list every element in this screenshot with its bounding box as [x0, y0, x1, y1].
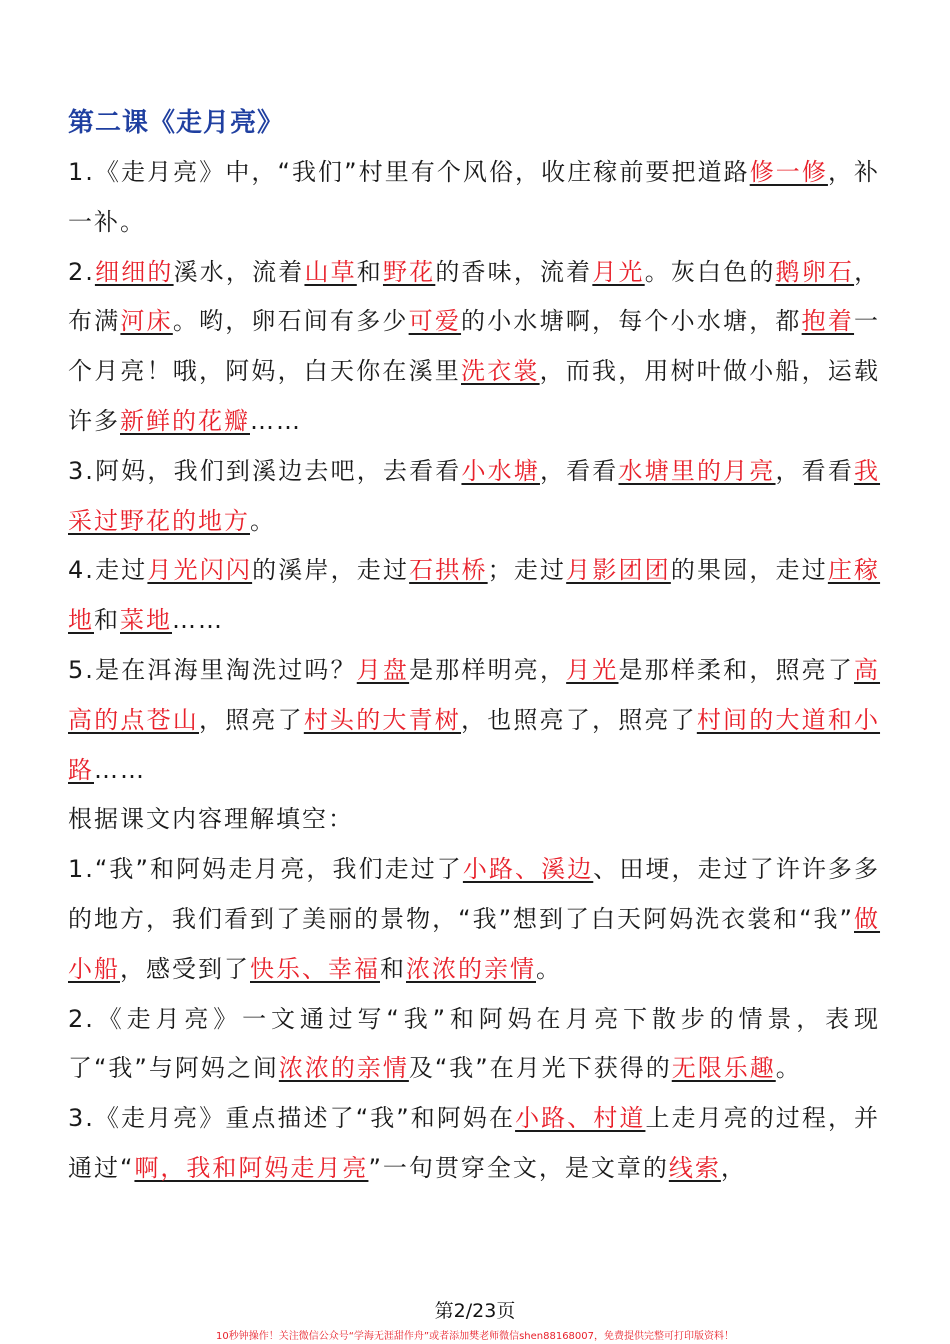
paragraph: [68, 148, 880, 248]
text-segment: 1.“我”和阿妈走月亮，我们走过了: [68, 855, 463, 884]
text-segment: 。: [250, 506, 276, 535]
text-segment: ……: [94, 755, 146, 784]
text-segment: 根据课文内容理解填空：: [68, 805, 354, 834]
footer-note: 10秒钟操作！关注微信公众号“学海无涯甜作舟”或者添加樊老师微信shen88168007，免费提供完整可打印版资料！: [215, 1331, 735, 1342]
answer-blank: 做小船: [68, 904, 881, 983]
answer-blank: 水塘里的月亮: [618, 456, 776, 485]
answer-blank: 石拱桥: [409, 556, 488, 585]
paragraph: [68, 1094, 880, 1194]
text-segment: ，布满: [68, 257, 881, 336]
answer-blank: 月盘: [356, 655, 410, 684]
text-segment: 上走月亮的过程，并通过“: [68, 1104, 881, 1182]
text-segment: 一个月亮！哦，阿妈，白天你在溪里: [68, 307, 881, 386]
text-segment: 和: [94, 606, 120, 635]
text-segment: 3.阿妈，我们到溪边去吧，去看看: [68, 456, 462, 485]
text-segment: 是那样柔和，照亮了: [618, 655, 855, 684]
answer-blank: 浓浓的亲情: [278, 1054, 409, 1083]
text-segment: 。: [775, 1054, 802, 1083]
text-segment: 的小水塘啊，每个小水塘，都: [461, 307, 802, 336]
text-segment: ，感受到了: [120, 954, 250, 983]
answer-blank: 鹅卵石: [775, 257, 855, 286]
text-segment: ……: [172, 606, 224, 635]
text-segment: 。灰白色的: [644, 257, 776, 286]
answer-blank: 小路、溪边: [462, 855, 594, 884]
answer-blank: 山草: [304, 257, 357, 286]
paragraph: [68, 995, 880, 1095]
text-segment: ，: [720, 1153, 747, 1182]
paragraph: [68, 646, 880, 795]
answer-blank: 村头的大青树: [303, 705, 462, 734]
answer-blank: 洗衣裳: [461, 357, 540, 386]
paragraph: [68, 248, 880, 447]
paragraph: [68, 795, 880, 845]
answer-blank: 细细的: [94, 257, 174, 286]
text-segment: 。哟，卵石间有多少: [172, 307, 409, 336]
lesson-title: 第二课《走月亮》: [68, 108, 285, 138]
text-segment: 和: [380, 954, 406, 983]
text-segment: 4.走过: [68, 556, 148, 585]
text-segment: 3.《走月亮》重点描述了“我”和阿妈在: [68, 1104, 516, 1133]
text-segment: ，看看: [539, 456, 619, 485]
text-segment: ……: [250, 406, 302, 435]
text-segment: 溪水，流着: [173, 257, 305, 286]
answer-blank: 抱着: [801, 307, 855, 336]
paragraph-list: [68, 148, 880, 1194]
answer-blank: 快乐、幸福: [250, 954, 380, 983]
answer-blank: 无限乐趣: [671, 1054, 776, 1083]
answer-blank: 啊，我和阿妈走月亮: [134, 1153, 369, 1182]
paragraph: [68, 845, 880, 994]
answer-blank: 我采过野花的地方: [68, 456, 881, 535]
text-segment: 是那样明亮，: [409, 655, 567, 684]
text-segment: 的溪岸，走过: [252, 556, 410, 585]
text-segment: 1.《走月亮》中，“我们”村里有个风俗，收庄稼前要把道路: [68, 158, 750, 186]
answer-blank: 修一修: [749, 158, 828, 186]
answer-blank: 月影团团: [566, 556, 671, 585]
answer-blank: 月光: [566, 655, 619, 684]
answer-blank: 线索: [668, 1153, 721, 1182]
paragraph: [68, 546, 880, 646]
answer-blank: 河床: [120, 307, 173, 336]
text-segment: 、田埂，走过了许许多多的地方，我们看到了美丽的景物，“我”想到了白天阿妈洗衣裳和“我”: [68, 855, 881, 933]
answer-blank: 小水塘: [461, 456, 540, 485]
answer-blank: 高高的点苍山: [68, 655, 881, 734]
text-segment: 2.: [68, 257, 95, 286]
text-segment: ，而我，用树叶做小船，运载许多: [68, 357, 881, 435]
paragraph: [68, 447, 880, 547]
text-segment: ，也照亮了，照亮了: [461, 705, 697, 734]
text-segment: 。: [536, 954, 562, 983]
answer-blank: 月光: [592, 257, 645, 286]
answer-blank: 庄稼地: [68, 556, 881, 635]
text-segment: 和: [356, 257, 383, 286]
answer-blank: 新鲜的花瓣: [120, 406, 250, 435]
answer-blank: 月光闪闪: [147, 556, 253, 585]
text-segment: ”一句贯穿全文，是文章的: [368, 1153, 669, 1182]
text-segment: ，照亮了: [199, 705, 304, 734]
answer-blank: 菜地: [120, 606, 172, 635]
page-number: 第2/23页: [434, 1300, 516, 1322]
answer-blank: 浓浓的亲情: [406, 954, 536, 983]
text-segment: 2.《走月亮》一文通过写“我”和阿妈在月亮下散步的情景，表现了“我”与阿妈之间: [68, 1004, 880, 1083]
answer-blank: 可爱: [408, 307, 462, 336]
text-segment: ；走过: [487, 556, 567, 585]
text-segment: 的香味，流着: [435, 257, 593, 286]
answer-blank: 野花: [382, 257, 436, 286]
text-segment: 及“我”在月光下获得的: [408, 1054, 672, 1083]
text-segment: ，看看: [775, 456, 855, 485]
text-segment: 的果园，走过: [670, 556, 828, 585]
text-segment: ，补一补。: [68, 158, 881, 236]
answer-blank: 小路、村道: [515, 1104, 646, 1133]
document-body: [68, 98, 880, 1194]
text-segment: 5.是在洱海里淘洗过吗？: [68, 655, 357, 684]
answer-blank: 村间的大道和小路: [68, 705, 881, 784]
